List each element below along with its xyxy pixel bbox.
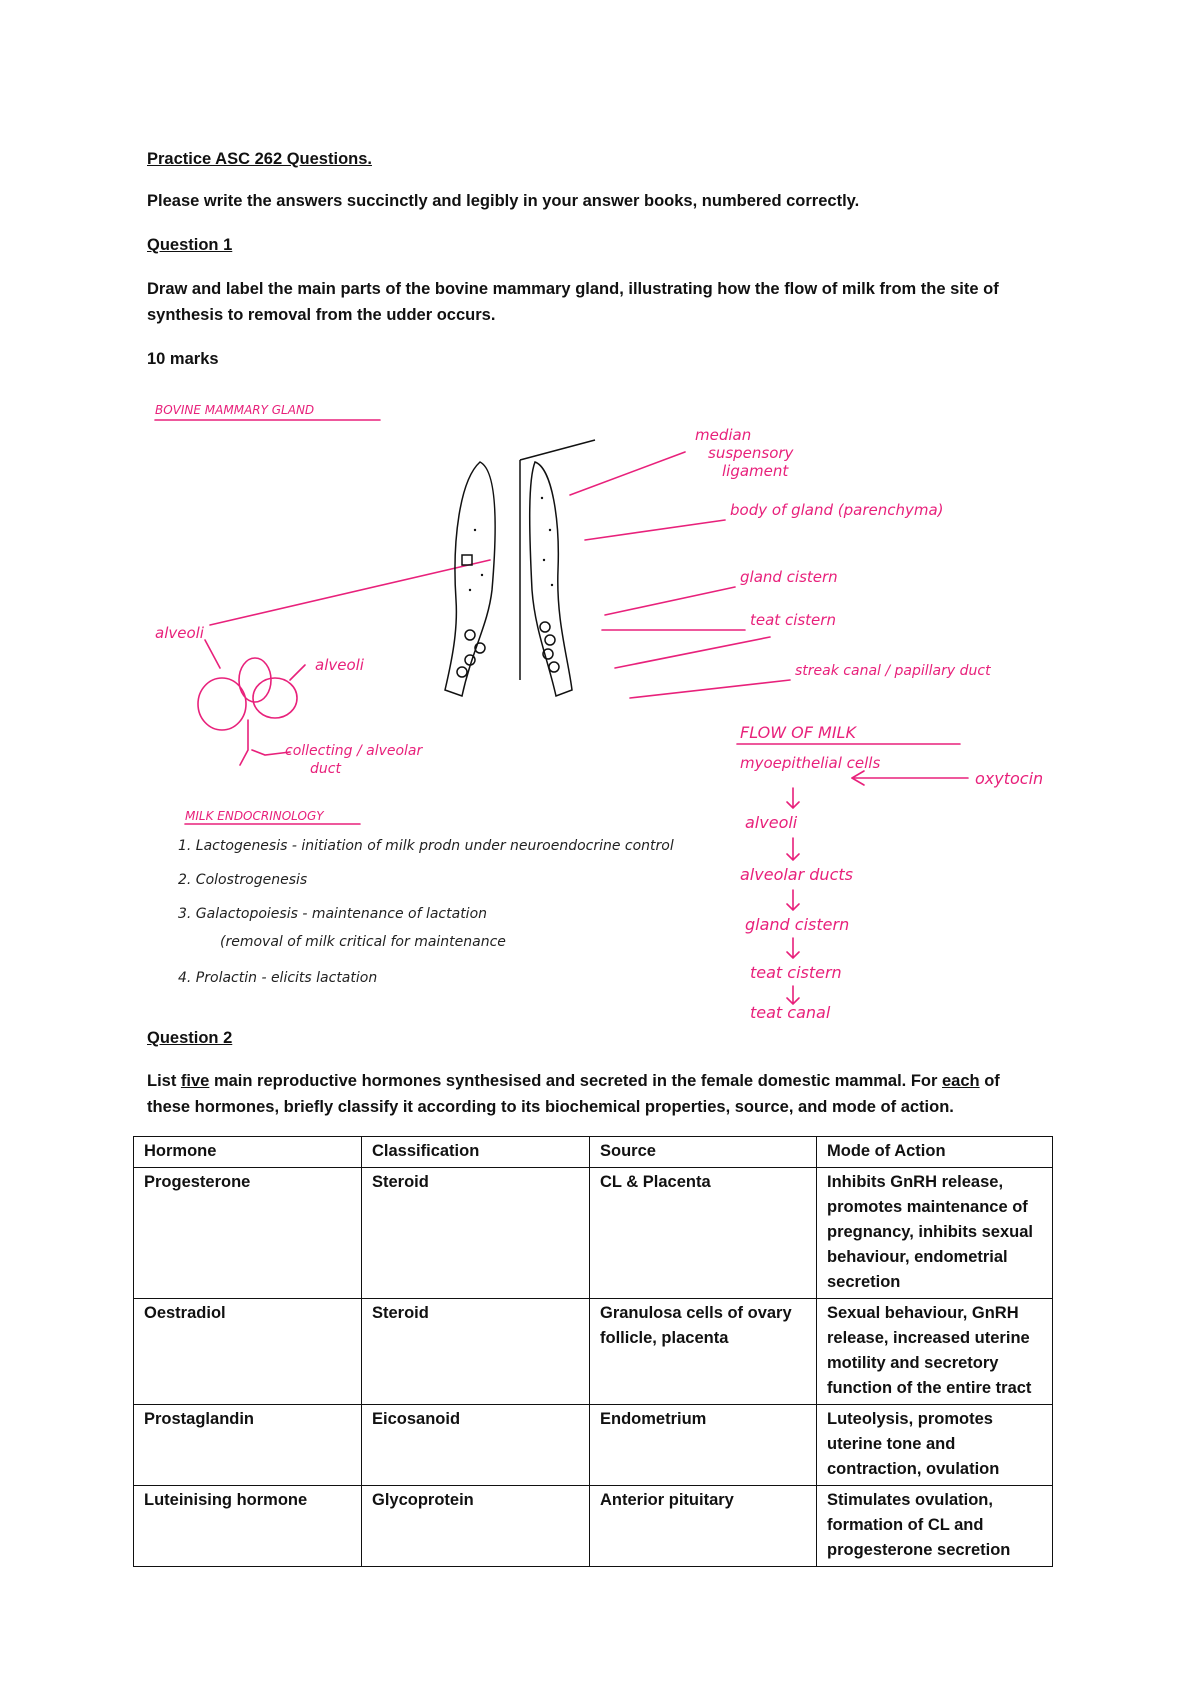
sketch-title: BOVINE MAMMARY GLAND [155,403,315,417]
header-mode-of-action: Mode of Action [817,1137,1053,1168]
cell-classification: Steroid [362,1168,590,1299]
label-alveoli-left: alveoli [155,624,204,642]
cell-source: CL & Placenta [590,1168,817,1299]
label-collecting-duct-1: collecting / alveolar [285,743,423,759]
header-source: Source [590,1137,817,1168]
flow-step-6: teat canal [750,1003,831,1020]
label-streak-canal: streak canal / papillary duct [795,663,991,679]
q2-part-a: List [147,1072,181,1090]
question-1-marks: 10 marks [147,350,219,368]
question-1-text-line-1: Draw and label the main parts of the bovine mammary gland, illustrating how the flow of milk from the site of [147,280,999,298]
label-gland-cistern: gland cistern [740,568,838,586]
label-suspensory: suspensory [708,444,794,462]
endocrinology-item-3-note: (removal of milk critical for maintenance [220,934,506,950]
flow-oxytocin: oxytocin [975,769,1044,788]
table-row [134,1168,1053,1299]
label-alveoli-right: alveoli [315,656,364,674]
document-title: Practice ASC 262 Questions. [147,150,372,168]
cell-mode-of-action: Sexual behaviour, GnRH release, increased uterine motility and secretory function of the entire tract [817,1299,1053,1405]
q2-five: five [180,1072,210,1090]
table-row [134,1486,1053,1567]
label-collecting-duct-2: duct [310,761,341,777]
endocrinology-title: MILK ENDOCRINOLOGY [185,809,324,823]
endocrinology-item-1: 1. Lactogenesis - initiation of milk prodn under neuroendocrine control [178,838,674,854]
cell-source: Endometrium [590,1405,817,1486]
cell-classification: Glycoprotein [362,1486,590,1567]
endocrinology-item-3: 3. Galactopoiesis - maintenance of lactation [178,906,488,922]
flow-title: FLOW OF MILK [740,723,856,742]
cell-classification: Eicosanoid [362,1405,590,1486]
flow-step-1: myoepithelial cells [740,754,881,772]
label-body-of-gland: body of gland (parenchyma) [730,501,944,519]
flow-step-4: gland cistern [745,915,850,934]
cell-classification: Steroid [362,1299,590,1405]
question-1-heading: Question 1 [147,236,233,254]
instructions: Please write the answers succinctly and legibly in your answer books, numbered correctly. [147,192,860,210]
endocrinology-item-4: 4. Prolactin - elicits lactation [178,970,378,986]
endocrinology-item-2: 2. Colostrogenesis [178,872,308,888]
cell-source: Anterior pituitary [590,1486,817,1567]
cell-hormone: Luteinising hormone [134,1486,362,1567]
label-teat-cistern: teat cistern [750,611,836,629]
question-2-text-line-1 [147,1068,1000,1094]
cell-mode-of-action: Inhibits GnRH release, promotes maintenance of pregnancy, inhibits sexual behaviour, endometrial secretion [817,1168,1053,1299]
mammary-gland-sketch [140,390,1070,1020]
header-classification: Classification [362,1137,590,1168]
table-row [134,1299,1053,1405]
cell-hormone: Progesterone [134,1168,362,1299]
hormone-table [133,1136,1053,1567]
cell-hormone: Prostaglandin [134,1405,362,1486]
q2-part-b: main reproductive hormones synthesised and secreted in the female domestic mammal. For [209,1072,942,1090]
question-2-text-line-2: these hormones, briefly classify it according to its biochemical properties, source, and mode of action. [147,1098,954,1116]
cell-hormone: Oestradiol [134,1299,362,1405]
cell-mode-of-action: Luteolysis, promotes uterine tone and contraction, ovulation [817,1405,1053,1486]
question-2-heading: Question 2 [147,1029,233,1047]
table-header-row [134,1137,1053,1168]
flow-step-2: alveoli [745,813,798,832]
question-1-text-line-2: synthesis to removal from the udder occurs. [147,306,496,324]
cell-source: Granulosa cells of ovary follicle, placenta [590,1299,817,1405]
table-row [134,1405,1053,1486]
q2-part-c: of [979,1072,1000,1090]
header-hormone: Hormone [134,1137,362,1168]
label-median: median [695,426,752,444]
cell-mode-of-action: Stimulates ovulation, formation of CL and progesterone secretion [817,1486,1053,1567]
label-ligament: ligament [722,462,789,480]
q2-each: each [942,1072,980,1090]
flow-step-5: teat cistern [750,963,842,982]
flow-step-3: alveolar ducts [740,865,853,884]
